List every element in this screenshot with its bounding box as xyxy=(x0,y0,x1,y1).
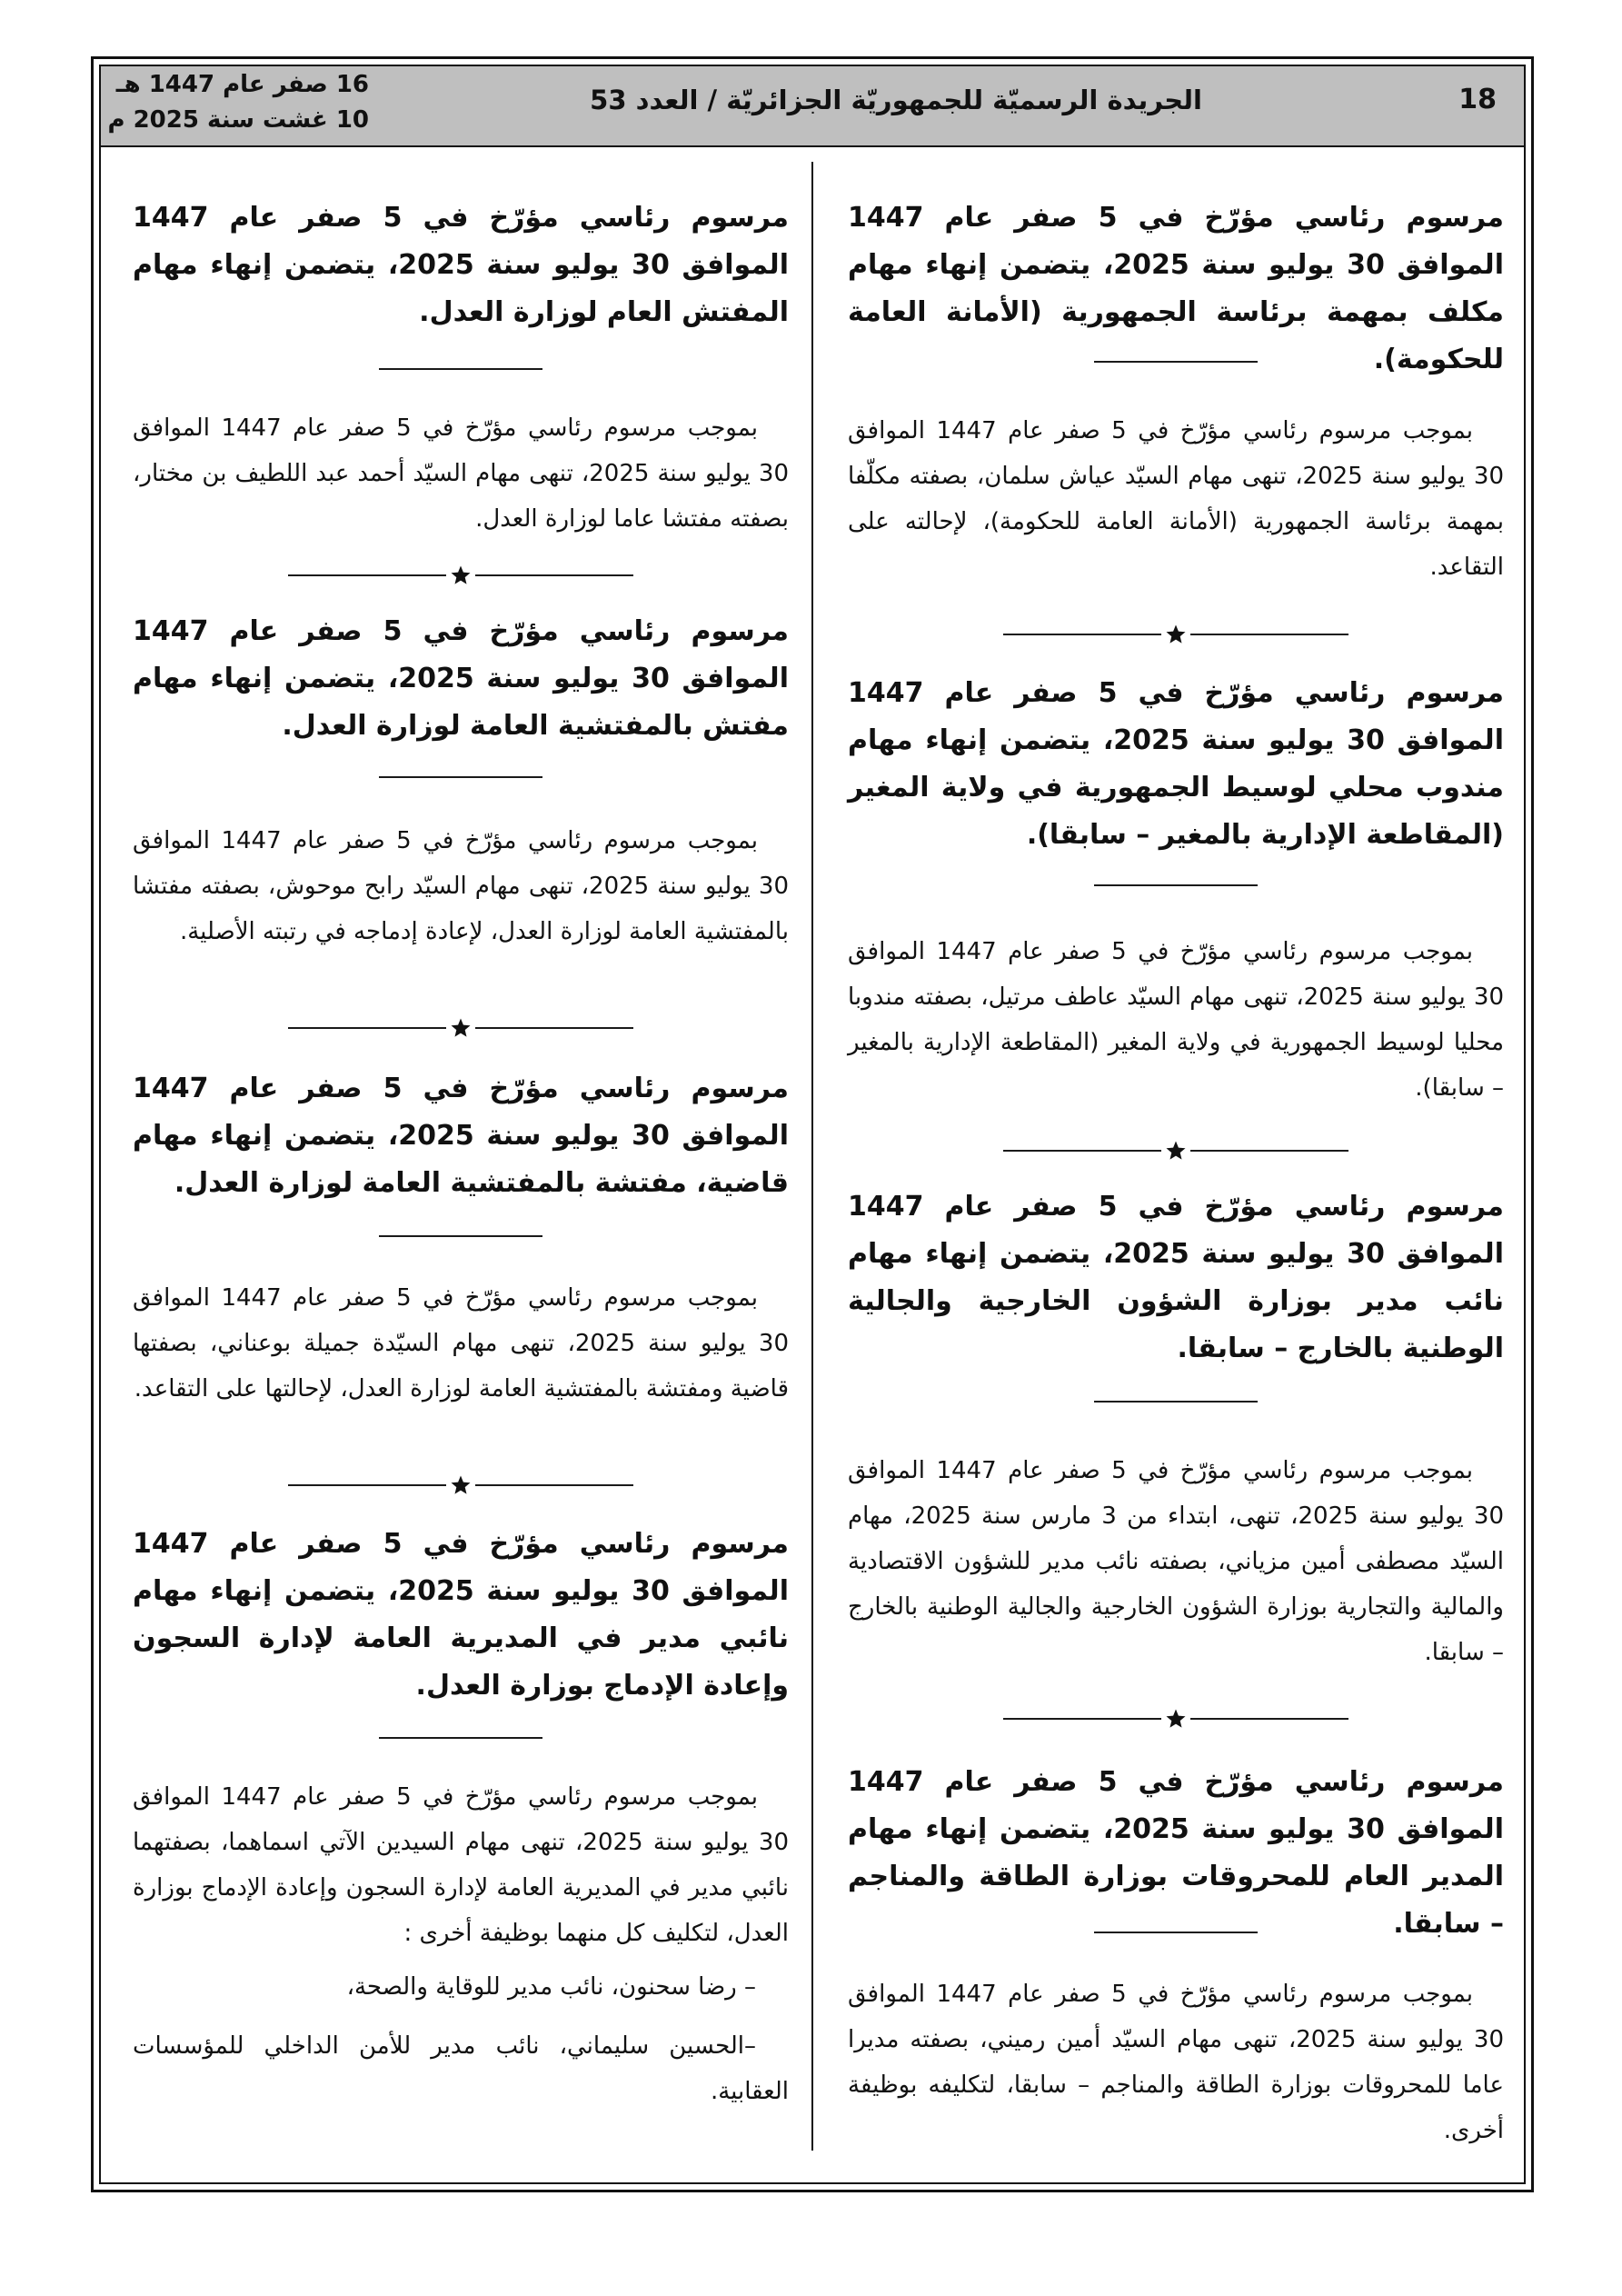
date-hijri: 16 صفر عام 1447 هـ xyxy=(115,71,369,98)
decree-3-text: بموجب مرسوم رئاسي مؤرّخ في 5 صفر عام 1447 الموافق 30 يوليو سنة 2025، تنهى، ابتداء من 3 مارس سنة 2025، مهام السيّد مصطفى أمين مزياني، بصفته نائب مدير للشؤون الاقتصادية والمالية والتجارية بوزارة الشؤون الخارجية والجالية الوطنية بالخارج – سابقا. xyxy=(848,1457,1505,1666)
decree-7-body xyxy=(133,1275,789,1412)
decree-3-body xyxy=(848,1448,1504,1675)
short-rule xyxy=(1094,1401,1258,1403)
star-separator xyxy=(288,1474,633,1496)
short-rule xyxy=(379,1235,542,1237)
list-item: – رضا سحنون، نائب مدير للوقاية والصحة، xyxy=(346,1973,756,2001)
decree-2-body xyxy=(848,929,1504,1111)
star-icon xyxy=(1164,624,1188,645)
star-separator xyxy=(1003,624,1348,645)
star-separator xyxy=(288,564,633,586)
short-rule xyxy=(1094,361,1258,363)
decree-2-title: مرسوم رئاسي مؤرّخ في 5 صفر عام 1447 الموافق 30 يوليو سنة 2025، يتضمن إنهاء مهام مندوب محلي لوسيط الجمهورية في ولاية المغير (المقاطعة الإدارية بالمغير – سابقا). xyxy=(848,677,1504,851)
short-rule xyxy=(379,368,542,370)
decree-7-title: مرسوم رئاسي مؤرّخ في 5 صفر عام 1447 الموافق 30 يوليو سنة 2025، يتضمن إنهاء مهام قاضية، مفتشة بالمفتشية العامة لوزارة العدل. xyxy=(133,1073,789,1199)
star-separator xyxy=(288,1017,633,1039)
page-number: 18 xyxy=(1458,84,1497,115)
short-rule xyxy=(1094,884,1258,886)
star-icon xyxy=(1164,1140,1188,1162)
journal-title: الجريدة الرسميّة للجمهوريّة الجزائريّة / العدد 53 xyxy=(590,85,1202,115)
date-gregorian: 10 غشت سنة 2025 م xyxy=(107,106,369,134)
decree-6-body xyxy=(133,818,789,954)
star-icon xyxy=(449,1474,473,1496)
decree-1-title: مرسوم رئاسي مؤرّخ في 5 صفر عام 1447 الموافق 30 يوليو سنة 2025، يتضمن إنهاء مهام مكلف بمهمة برئاسة الجمهورية (الأمانة العامة للحكومة). xyxy=(848,202,1504,375)
decree-6-text: بموجب مرسوم رئاسي مؤرّخ في 5 صفر عام 1447 الموافق 30 يوليو سنة 2025، تنهى مهام السيّد رابح موحوش، بصفته مفتشا بالمفتشية العامة لوزارة العدل، لإعادة إدماجه في رتبته الأصلية. xyxy=(133,827,789,945)
decree-8-body xyxy=(133,1774,789,2114)
decree-5-body xyxy=(133,405,789,542)
decree-4-text: بموجب مرسوم رئاسي مؤرّخ في 5 صفر عام 1447 الموافق 30 يوليو سنة 2025، تنهى مهام السيّد أمين رميني، بصفته مديرا عاما للمحروقات بوزارة الطاقة والمناجم – سابقا، لتكليفه بوظيفة أخرى. xyxy=(848,1981,1505,2144)
star-icon xyxy=(449,1017,473,1039)
star-icon xyxy=(1164,1708,1188,1730)
decree-2-text: بموجب مرسوم رئاسي مؤرّخ في 5 صفر عام 1447 الموافق 30 يوليو سنة 2025، تنهى مهام السيّد عاطف مرتيل، بصفته مندوبا محليا لوسيط الجمهورية في ولاية المغير (المقاطعة الإدارية بالمغير – سابقا). xyxy=(848,938,1504,1102)
decree-7-text: بموجب مرسوم رئاسي مؤرّخ في 5 صفر عام 1447 الموافق 30 يوليو سنة 2025، تنهى مهام السيّدة جميلة بوعناني، بصفتها قاضية ومفتشة بالمفتشية العامة لوزارة العدل، لإحالتها على التقاعد. xyxy=(133,1284,789,1403)
short-rule xyxy=(379,776,542,778)
list-item: –الحسين سليماني، نائب مدير للأمن الداخلي للمؤسسات العقابية. xyxy=(133,2032,789,2105)
decree-4-body xyxy=(848,1972,1504,2153)
short-rule xyxy=(1094,1932,1258,1933)
decree-5-title: مرسوم رئاسي مؤرّخ في 5 صفر عام 1447 الموافق 30 يوليو سنة 2025، يتضمن إنهاء مهام المفتش العام لوزارة العدل. xyxy=(133,202,789,328)
decree-1-text: بموجب مرسوم رئاسي مؤرّخ في 5 صفر عام 1447 الموافق 30 يوليو سنة 2025، تنهى مهام السيّد عياش سلمان، بصفته مكلّفا بمهمة برئاسة الجمهورية (الأمانة العامة للحكومة)، لإحالته على التقاعد. xyxy=(848,417,1504,581)
star-separator xyxy=(1003,1708,1348,1730)
star-separator xyxy=(1003,1140,1348,1162)
decree-6-title: مرسوم رئاسي مؤرّخ في 5 صفر عام 1447 الموافق 30 يوليو سنة 2025، يتضمن إنهاء مهام مفتش بالمفتشية العامة لوزارة العدل. xyxy=(133,615,789,742)
column-divider xyxy=(811,162,813,2151)
decree-3-title: مرسوم رئاسي مؤرّخ في 5 صفر عام 1447 الموافق 30 يوليو سنة 2025، يتضمن إنهاء مهام نائب مدير بوزارة الشؤون الخارجية والجالية الوطنية بالخارج – سابقا. xyxy=(848,1191,1504,1364)
decree-8-text: بموجب مرسوم رئاسي مؤرّخ في 5 صفر عام 1447 الموافق 30 يوليو سنة 2025، تنهى مهام السيدين الآتي اسماهما، بصفتهما نائبي مدير في المديرية العامة لإدارة السجون وإعادة الإدماج بوزارة العدل، لتكليف كل منهما بوظيفة أخرى : xyxy=(133,1783,789,1947)
star-icon xyxy=(449,564,473,586)
decree-5-text: بموجب مرسوم رئاسي مؤرّخ في 5 صفر عام 1447 الموافق 30 يوليو سنة 2025، تنهى مهام السيّد أحمد عبد اللطيف بن مختار، بصفته مفتشا عاما لوزارة العدل. xyxy=(133,414,789,533)
decree-4-title: مرسوم رئاسي مؤرّخ في 5 صفر عام 1447 الموافق 30 يوليو سنة 2025، يتضمن إنهاء مهام المدير العام للمحروقات بوزارة الطاقة والمناجم – سابقا. xyxy=(848,1766,1504,1940)
short-rule xyxy=(379,1737,542,1739)
decree-8-title: مرسوم رئاسي مؤرّخ في 5 صفر عام 1447 الموافق 30 يوليو سنة 2025، يتضمن إنهاء مهام نائبي مدير في المديرية العامة لإدارة السجون وإعادة الإدماج بوزارة العدل. xyxy=(133,1528,789,1702)
decree-1-body xyxy=(848,408,1504,590)
